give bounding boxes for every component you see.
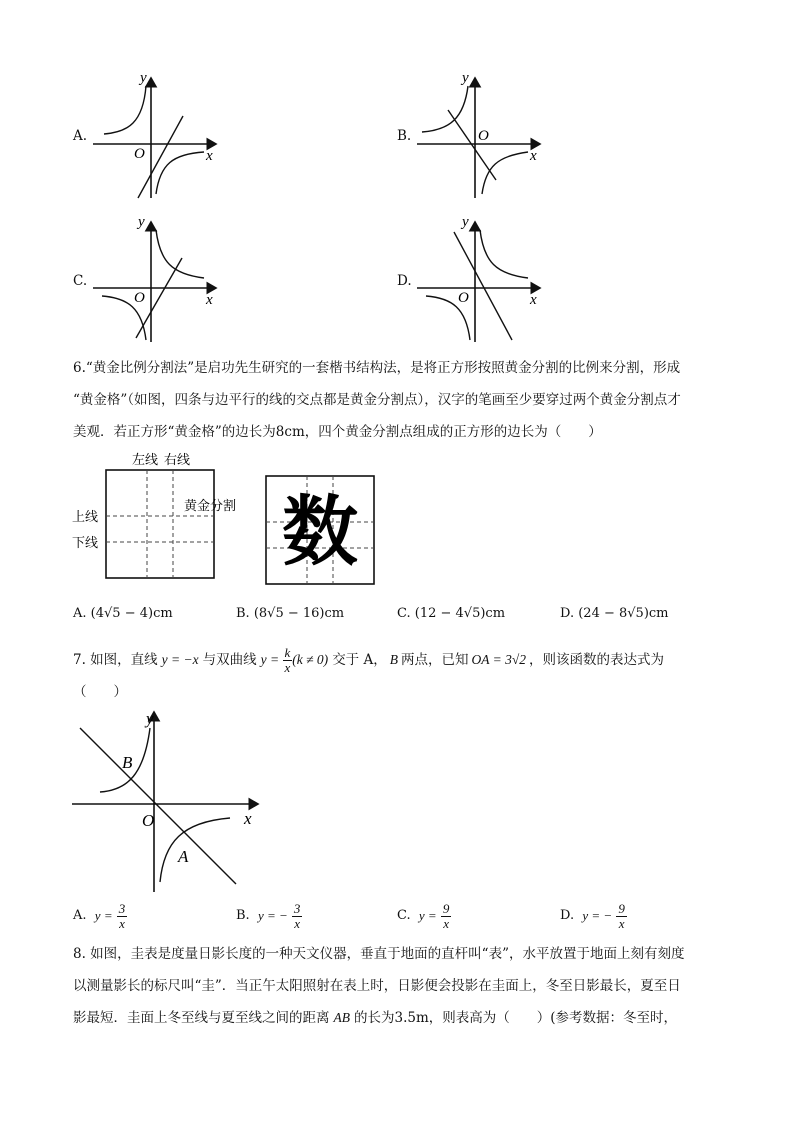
q6-figure — [66, 446, 386, 586]
q6-line-3: 美观．若正方形“黄金格”的边长为8cm，四个黄金分割点组成的正方形的边长为（ ） — [73, 424, 602, 440]
line-y-neg-x — [80, 728, 236, 884]
hyperbola-branch — [156, 152, 204, 194]
graph-c — [88, 212, 228, 347]
line-graph — [448, 110, 496, 180]
q6-option-b[interactable]: B. (8√5 − 16)cm — [236, 606, 345, 621]
option-d-label[interactable]: D. — [397, 273, 412, 289]
x-label: x — [530, 292, 537, 308]
q8-line-2: 以测量影长的标尺叫“圭”．当正午太阳照射在表上时，日影便会投影在圭面上，冬至日影最长，夏至日 — [73, 978, 681, 994]
q6-line-1: 6.“黄金比例分割法”是启功先生研究的一套楷书结构法，是将正方形按照黄金分割的比例来分割，形成 — [73, 360, 681, 376]
hyperbola-branch — [156, 230, 204, 278]
q6-option-a[interactable]: A. (4√5 − 4)cm — [73, 606, 173, 621]
hyperbola-branch — [160, 818, 230, 882]
y-label: y — [146, 709, 154, 728]
q7-option-c[interactable]: C. y = $\frac{9}{x}$ — [397, 900, 450, 931]
x-label: x — [206, 148, 213, 164]
x-label: x — [244, 809, 252, 828]
q7-option-d[interactable]: D. y = − $\frac{9}{x}$ — [560, 900, 625, 931]
option-b-label[interactable]: B. — [397, 128, 412, 144]
q6-line-2: “黄金格”（如图，四条与边平行的线的交点都是黄金分割点），汉字的笔画至少要穿过两个黄金分割点才 — [73, 392, 681, 408]
bottom-line-label: 下线 — [72, 535, 99, 550]
q6-option-c[interactable]: C. (12 − 4√5)cm — [397, 606, 506, 621]
hyperbola-branch — [422, 86, 468, 132]
y-label: y — [140, 70, 147, 86]
point-b-label: B — [122, 753, 133, 772]
graph-d — [412, 212, 552, 347]
y-label: y — [462, 214, 469, 230]
graph-a — [88, 68, 228, 203]
y-label: y — [138, 214, 145, 230]
q7-option-a[interactable]: A. y = $\frac{3}{x}$ — [73, 900, 126, 931]
q8-line-1: 8. 如图，圭表是度量日影长度的一种天文仪器，垂直于地面的直杆叫“表”，水平放置于地面上刻有刻度 — [73, 946, 685, 962]
calligraphy-character: 数 — [282, 491, 358, 575]
y-label: y — [462, 70, 469, 86]
hyperbola-branch — [482, 152, 528, 194]
line-equation: y = −x — [161, 652, 199, 667]
left-line-label: 左线 — [132, 452, 159, 467]
graph-b — [412, 68, 552, 203]
golden-split-label: 黄金分割 — [184, 498, 237, 513]
option-a-label[interactable]: A. — [73, 128, 88, 144]
point-a-label: A — [178, 847, 189, 866]
origin-label: O — [134, 290, 145, 306]
q8-line-3: 影最短．圭面上冬至线与夏至线之间的距离 AB 的长为3.5m，则表高为（ ）(参考数据：冬至时， — [73, 1010, 678, 1026]
line-graph — [454, 232, 512, 340]
origin-label: O — [478, 128, 489, 144]
q7-option-b[interactable]: B. y = − $\frac{3}{x}$ — [236, 900, 301, 931]
hyperbola-branch — [480, 230, 528, 278]
hyperbola-fraction: $\frac{k}{x}$ — [284, 644, 291, 675]
x-label: x — [530, 148, 537, 164]
origin-label: O — [134, 146, 145, 162]
hyperbola-branch — [104, 86, 146, 134]
golden-grid-left — [106, 470, 214, 578]
right-line-label: 右线 — [164, 452, 191, 467]
option-c-label[interactable]: C. — [73, 273, 88, 289]
x-label: x — [206, 292, 213, 308]
q7-line-1: 7. 如图，直线 y = −x 与双曲线 y = $\frac{k}{x}$ (k ≠ 0) 交于 A， B 两点，已知 OA = 3√2 ，则该函数的表达式为 — [73, 644, 665, 675]
origin-label: O — [142, 811, 155, 830]
top-line-label: 上线 — [72, 509, 99, 524]
origin-label: O — [458, 290, 469, 306]
q6-option-d[interactable]: D. (24 − 8√5)cm — [560, 606, 669, 621]
q7-line-2: （ ） — [73, 684, 127, 700]
q7-figure — [66, 706, 266, 896]
